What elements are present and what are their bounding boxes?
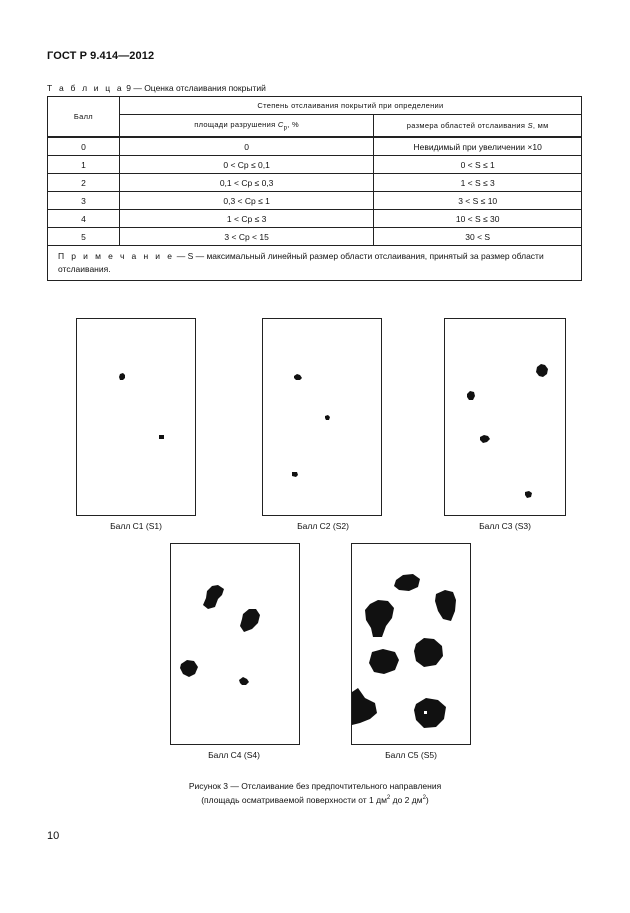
header-area: площади разрушения $C_p$, % (119, 115, 374, 138)
cell-area: 3 < Cp < 15 (119, 228, 374, 246)
cell-ball: 0 (48, 137, 120, 156)
cell-size: 30 < S (374, 228, 582, 246)
cell-size: 3 < S ≤ 10 (374, 192, 582, 210)
table-row (48, 174, 582, 192)
cell-ball: 3 (48, 192, 120, 210)
cell-size: Невидимый при увеличении ×10 (374, 137, 582, 156)
table-row (48, 228, 582, 246)
figure-caption-line2: (площадь осматриваемой поверхности от 1 $дм^2$ до 2 $дм^2$) (201, 794, 429, 805)
cell-ball: 2 (48, 174, 120, 192)
panel-c3 (444, 318, 566, 516)
table-row (48, 156, 582, 174)
peeling-spots-c3 (445, 319, 565, 515)
peeling-spots-c4 (171, 544, 299, 744)
header-ball: Балл (48, 97, 120, 138)
panel-c5 (351, 543, 471, 745)
panel-c1 (76, 318, 196, 516)
figure-caption-line1: Рисунок 3 — Отслаивание без предпочтительного направления (188, 781, 442, 791)
cell-ball: 4 (48, 210, 120, 228)
panel-label-c1: Балл С1 (S1) (110, 521, 162, 531)
cell-ball: 1 (48, 156, 120, 174)
table-caption (47, 83, 266, 93)
peeling-assessment-table (47, 96, 582, 281)
cell-area: 0 < Cp ≤ 0,1 (119, 156, 374, 174)
panel-c4 (170, 543, 300, 745)
cell-ball: 5 (48, 228, 120, 246)
header-size: размера областей отслаивания S, мм (374, 115, 582, 138)
peeling-spots-c1 (77, 319, 195, 515)
cell-area: 0,3 < Cp ≤ 1 (119, 192, 374, 210)
table-row (48, 192, 582, 210)
cell-size: 10 < S ≤ 30 (374, 210, 582, 228)
peeling-spots-c2 (263, 319, 381, 515)
cell-area: 0 (119, 137, 374, 156)
table-caption-text: 9 — Оценка отслаивания покрытий (126, 83, 266, 93)
panel-label-c4: Балл С4 (S4) (208, 750, 260, 760)
cell-area: 1 < Cp ≤ 3 (119, 210, 374, 228)
table-note: П р и м е ч а н и е — S — максимальный линейный размер области отслаивания, принятый за размер области отслаивания. (48, 246, 582, 281)
cell-size: 1 < S ≤ 3 (374, 174, 582, 192)
peeling-spots-c5 (352, 544, 470, 744)
table-row (48, 137, 582, 156)
table-caption-label: Т а б л и ц а (47, 83, 124, 93)
panel-label-c3: Балл С3 (S3) (479, 521, 531, 531)
document-header: ГОСТ Р 9.414—2012 (47, 50, 155, 62)
panel-label-c5: Балл С5 (S5) (385, 750, 437, 760)
page-number: 10 (47, 830, 60, 842)
header-group: Степень отслаивания покрытий при определении (119, 97, 581, 115)
cell-size: 0 < S ≤ 1 (374, 156, 582, 174)
table-row (48, 210, 582, 228)
cell-area: 0,1 < Cp ≤ 0,3 (119, 174, 374, 192)
panel-c2 (262, 318, 382, 516)
panel-label-c2: Балл С2 (S2) (297, 521, 349, 531)
figure-caption (0, 780, 630, 806)
